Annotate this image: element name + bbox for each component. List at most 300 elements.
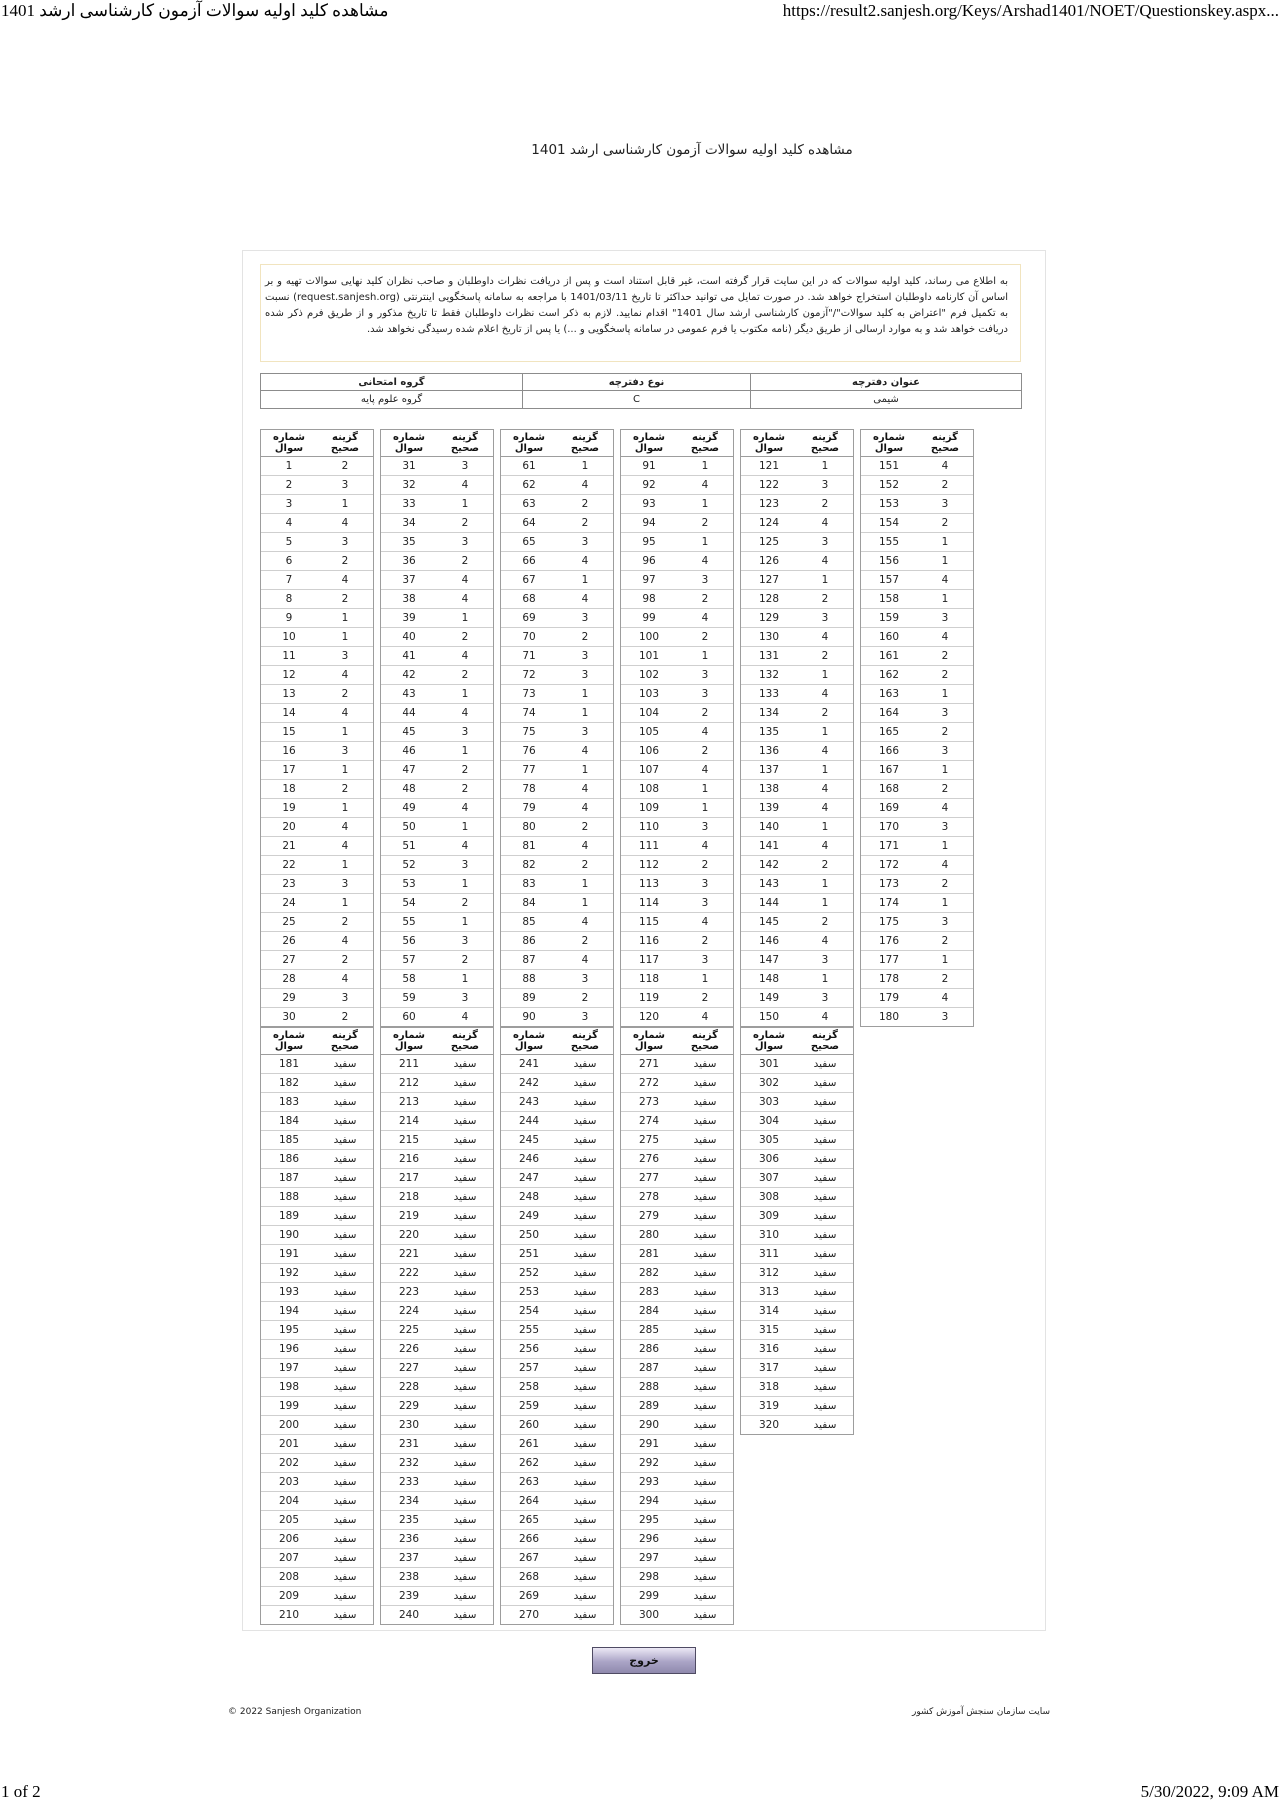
table-row — [741, 1168, 853, 1187]
correct-option: 2 — [461, 631, 469, 643]
table-row — [501, 1149, 613, 1168]
table-row — [861, 646, 973, 665]
question-number: 55 — [402, 916, 416, 928]
table-row — [261, 836, 373, 855]
table-row — [381, 1206, 493, 1225]
correct-option: 2 — [821, 859, 829, 871]
correct-option: سفید — [693, 1476, 717, 1488]
correct-option: 3 — [821, 992, 829, 1004]
question-number: 304 — [758, 1115, 780, 1127]
correct-option: 3 — [581, 726, 589, 738]
table-row — [621, 1510, 733, 1529]
question-number: 192 — [278, 1267, 300, 1279]
correct-option: 1 — [581, 574, 589, 586]
question-number: 204 — [278, 1495, 300, 1507]
table-row — [381, 1225, 493, 1244]
table-row — [621, 1130, 733, 1149]
table-row — [381, 1605, 493, 1624]
question-number-header: شماره سوال — [633, 1030, 665, 1052]
question-number-header: شماره سوال — [513, 1030, 545, 1052]
question-number: 4 — [285, 517, 293, 529]
table-row — [741, 874, 853, 893]
correct-option: 4 — [581, 479, 589, 491]
correct-option: 2 — [581, 517, 589, 529]
answer-key-table — [860, 429, 974, 1027]
question-number: 236 — [398, 1533, 420, 1545]
correct-option-header: گزینه صحیح — [570, 432, 600, 454]
correct-option-header-cell — [677, 1028, 733, 1054]
correct-option: 1 — [461, 916, 469, 928]
table-row — [861, 893, 973, 912]
table-row — [861, 855, 973, 874]
table-row — [261, 741, 373, 760]
correct-option: 3 — [941, 916, 949, 928]
table-row — [261, 1434, 373, 1453]
answer-key-table — [500, 1027, 614, 1625]
correct-option: سفید — [333, 1476, 357, 1488]
correct-option: سفید — [693, 1134, 717, 1146]
correct-option: سفید — [333, 1134, 357, 1146]
question-number: 39 — [402, 612, 416, 624]
question-number: 286 — [638, 1343, 660, 1355]
correct-option: سفید — [453, 1248, 477, 1260]
table-row — [381, 475, 493, 494]
table-row — [741, 1263, 853, 1282]
question-number: 53 — [402, 878, 416, 890]
question-number: 261 — [518, 1438, 540, 1450]
correct-option: سفید — [813, 1077, 837, 1089]
correct-option: سفید — [693, 1248, 717, 1260]
correct-option: سفید — [333, 1400, 357, 1412]
question-number: 194 — [278, 1305, 300, 1317]
table-row — [741, 589, 853, 608]
table-row — [381, 1510, 493, 1529]
table-row — [261, 665, 373, 684]
correct-option: سفید — [693, 1077, 717, 1089]
table-row — [861, 779, 973, 798]
table-row — [501, 1453, 613, 1472]
correct-option: 3 — [461, 992, 469, 1004]
table-row — [261, 798, 373, 817]
correct-option: 1 — [821, 726, 829, 738]
question-number-header-cell — [261, 430, 317, 456]
question-number: 172 — [878, 859, 900, 871]
correct-option: سفید — [693, 1058, 717, 1070]
table-row — [501, 1073, 613, 1092]
correct-option: سفید — [333, 1343, 357, 1355]
table-row — [621, 741, 733, 760]
correct-option: 1 — [581, 878, 589, 890]
question-number: 82 — [522, 859, 536, 871]
table-row — [261, 912, 373, 931]
correct-option-header: گزینه صحیح — [450, 432, 480, 454]
print-header — [0, 0, 1279, 24]
table-row — [741, 1130, 853, 1149]
question-number: 196 — [278, 1343, 300, 1355]
answer-key-table — [740, 429, 854, 1027]
correct-option-header: گزینه صحیح — [330, 432, 360, 454]
correct-option: 4 — [941, 631, 949, 643]
question-number: 318 — [758, 1381, 780, 1393]
table-row — [261, 1491, 373, 1510]
correct-option: 3 — [941, 821, 949, 833]
table-row — [501, 779, 613, 798]
question-number-header: شماره سوال — [513, 432, 545, 454]
table-row — [861, 627, 973, 646]
question-number: 143 — [758, 878, 780, 890]
question-number: 1 — [285, 460, 293, 472]
table-row — [501, 1225, 613, 1244]
question-number: 56 — [402, 935, 416, 947]
table-row — [501, 1377, 613, 1396]
table-row — [621, 1586, 733, 1605]
correct-option: سفید — [453, 1210, 477, 1222]
question-number: 11 — [282, 650, 296, 662]
table-row — [861, 950, 973, 969]
correct-option: سفید — [693, 1552, 717, 1564]
question-number: 139 — [758, 802, 780, 814]
table-row — [621, 1168, 733, 1187]
question-number-header: شماره سوال — [393, 432, 425, 454]
correct-option: 4 — [341, 517, 349, 529]
question-number: 260 — [518, 1419, 540, 1431]
table-row — [381, 1472, 493, 1491]
table-row — [621, 589, 733, 608]
correct-option: سفید — [693, 1343, 717, 1355]
question-number: 277 — [638, 1172, 660, 1184]
question-number: 33 — [402, 498, 416, 510]
table-row — [261, 988, 373, 1007]
correct-option: 2 — [701, 631, 709, 643]
table-row — [501, 608, 613, 627]
correct-option: 3 — [341, 479, 349, 491]
table-row — [501, 855, 613, 874]
table-row — [261, 855, 373, 874]
correct-option: سفید — [573, 1191, 597, 1203]
table-row — [501, 1491, 613, 1510]
correct-option: 2 — [821, 593, 829, 605]
question-number: 254 — [518, 1305, 540, 1317]
question-number: 186 — [278, 1153, 300, 1165]
question-number: 105 — [638, 726, 660, 738]
correct-option: سفید — [573, 1609, 597, 1621]
table-row — [501, 817, 613, 836]
question-number: 41 — [402, 650, 416, 662]
question-number: 73 — [522, 688, 536, 700]
table-row — [261, 684, 373, 703]
correct-option: 1 — [821, 669, 829, 681]
correct-option: سفید — [453, 1153, 477, 1165]
question-number: 296 — [638, 1533, 660, 1545]
table-row — [741, 1149, 853, 1168]
question-number: 162 — [878, 669, 900, 681]
question-number: 294 — [638, 1495, 660, 1507]
correct-option: سفید — [333, 1362, 357, 1374]
correct-option: 4 — [341, 840, 349, 852]
correct-option: 3 — [701, 688, 709, 700]
correct-option: سفید — [333, 1077, 357, 1089]
correct-option-header-cell — [437, 1028, 493, 1054]
question-number: 46 — [402, 745, 416, 757]
correct-option: سفید — [813, 1248, 837, 1260]
question-number: 168 — [878, 783, 900, 795]
correct-option: 4 — [341, 935, 349, 947]
question-number-header: شماره سوال — [633, 432, 665, 454]
correct-option: سفید — [693, 1191, 717, 1203]
correct-option: سفید — [813, 1172, 837, 1184]
question-number: 140 — [758, 821, 780, 833]
question-number: 212 — [398, 1077, 420, 1089]
answer-key-table — [380, 429, 494, 1027]
table-row — [501, 741, 613, 760]
correct-option: 2 — [461, 517, 469, 529]
table-row — [621, 1472, 733, 1491]
table-row — [621, 760, 733, 779]
correct-option: سفید — [453, 1267, 477, 1279]
table-row — [621, 1206, 733, 1225]
question-number: 74 — [522, 707, 536, 719]
question-number: 87 — [522, 954, 536, 966]
correct-option: 1 — [341, 859, 349, 871]
table-row — [741, 494, 853, 513]
table-row — [501, 684, 613, 703]
question-number: 25 — [282, 916, 296, 928]
correct-option: 3 — [341, 992, 349, 1004]
table-row — [501, 589, 613, 608]
table-row — [621, 1263, 733, 1282]
question-number: 145 — [758, 916, 780, 928]
correct-option: سفید — [813, 1229, 837, 1241]
question-number: 188 — [278, 1191, 300, 1203]
table-header-row — [381, 430, 493, 456]
question-number: 78 — [522, 783, 536, 795]
question-number: 20 — [282, 821, 296, 833]
table-row — [621, 1453, 733, 1472]
correct-option: 2 — [341, 688, 349, 700]
table-row — [381, 950, 493, 969]
table-row — [501, 1130, 613, 1149]
correct-option: سفید — [693, 1172, 717, 1184]
correct-option: 1 — [941, 688, 949, 700]
table-row — [381, 1073, 493, 1092]
table-row — [861, 817, 973, 836]
table-row — [741, 1225, 853, 1244]
correct-option: سفید — [573, 1381, 597, 1393]
question-number: 60 — [402, 1011, 416, 1023]
correct-option-header-cell — [317, 1028, 373, 1054]
question-number: 70 — [522, 631, 536, 643]
correct-option: سفید — [573, 1419, 597, 1431]
correct-option: سفید — [573, 1571, 597, 1583]
correct-option-header: گزینه صحیح — [690, 432, 720, 454]
table-row — [861, 532, 973, 551]
exit-button[interactable]: خروج — [592, 1647, 696, 1674]
table-row — [741, 950, 853, 969]
table-row — [381, 988, 493, 1007]
table-row — [501, 950, 613, 969]
question-number: 200 — [278, 1419, 300, 1431]
question-number: 8 — [285, 593, 293, 605]
question-number: 264 — [518, 1495, 540, 1507]
correct-option: سفید — [573, 1400, 597, 1412]
booklet-info-header-row — [261, 374, 1022, 391]
correct-option: 3 — [581, 669, 589, 681]
table-row — [381, 817, 493, 836]
correct-option: 2 — [461, 783, 469, 795]
table-row — [621, 912, 733, 931]
question-number: 59 — [402, 992, 416, 1004]
correct-option: سفید — [573, 1286, 597, 1298]
question-number: 251 — [518, 1248, 540, 1260]
correct-option: 1 — [461, 612, 469, 624]
question-number: 255 — [518, 1324, 540, 1336]
correct-option: سفید — [453, 1552, 477, 1564]
table-row — [621, 893, 733, 912]
table-row — [261, 513, 373, 532]
question-number: 306 — [758, 1153, 780, 1165]
question-number: 86 — [522, 935, 536, 947]
correct-option: سفید — [573, 1476, 597, 1488]
correct-option: 4 — [701, 612, 709, 624]
correct-option-header-cell — [557, 1028, 613, 1054]
table-row — [741, 988, 853, 1007]
table-row — [501, 988, 613, 1007]
table-row — [381, 1529, 493, 1548]
table-row — [501, 1415, 613, 1434]
question-number: 320 — [758, 1419, 780, 1431]
table-row — [741, 1073, 853, 1092]
question-number: 232 — [398, 1457, 420, 1469]
correct-option: سفید — [813, 1381, 837, 1393]
correct-option: 4 — [701, 916, 709, 928]
question-number: 166 — [878, 745, 900, 757]
question-number: 174 — [878, 897, 900, 909]
correct-option: 2 — [701, 517, 709, 529]
question-number-header-cell — [741, 1028, 797, 1054]
question-number: 308 — [758, 1191, 780, 1203]
correct-option: 4 — [581, 555, 589, 567]
table-row — [621, 1054, 733, 1073]
table-row — [501, 1244, 613, 1263]
question-number: 224 — [398, 1305, 420, 1317]
question-number: 241 — [518, 1058, 540, 1070]
question-number: 293 — [638, 1476, 660, 1488]
table-row — [261, 950, 373, 969]
booklet-type-header: نوع دفترچه — [523, 374, 751, 391]
correct-option: سفید — [573, 1552, 597, 1564]
correct-option: سفید — [813, 1286, 837, 1298]
correct-option: 4 — [821, 802, 829, 814]
question-number: 75 — [522, 726, 536, 738]
question-number: 115 — [638, 916, 660, 928]
table-row — [741, 1092, 853, 1111]
question-number: 158 — [878, 593, 900, 605]
correct-option: 2 — [941, 517, 949, 529]
question-number: 173 — [878, 878, 900, 890]
correct-option: سفید — [573, 1153, 597, 1165]
correct-option: سفید — [453, 1381, 477, 1393]
correct-option: 3 — [341, 536, 349, 548]
table-header-row — [741, 430, 853, 456]
correct-option: سفید — [453, 1590, 477, 1602]
correct-option: 3 — [581, 1011, 589, 1023]
table-row — [621, 532, 733, 551]
table-row — [501, 893, 613, 912]
table-row — [381, 760, 493, 779]
question-number: 137 — [758, 764, 780, 776]
question-number: 149 — [758, 992, 780, 1004]
question-number: 24 — [282, 897, 296, 909]
table-row — [741, 646, 853, 665]
question-number-header-cell — [501, 1028, 557, 1054]
question-number: 265 — [518, 1514, 540, 1526]
correct-option: 3 — [341, 650, 349, 662]
correct-option: 4 — [341, 669, 349, 681]
correct-option: سفید — [693, 1324, 717, 1336]
question-number: 141 — [758, 840, 780, 852]
correct-option-header-cell — [797, 1028, 853, 1054]
correct-option: سفید — [453, 1058, 477, 1070]
correct-option: سفید — [453, 1191, 477, 1203]
question-number: 34 — [402, 517, 416, 529]
question-number: 98 — [642, 593, 656, 605]
table-row — [501, 1168, 613, 1187]
question-number: 133 — [758, 688, 780, 700]
question-number: 195 — [278, 1324, 300, 1336]
correct-option: 4 — [701, 840, 709, 852]
correct-option: سفید — [813, 1210, 837, 1222]
table-row — [621, 1529, 733, 1548]
question-number: 199 — [278, 1400, 300, 1412]
table-row — [741, 513, 853, 532]
table-row — [861, 684, 973, 703]
table-row — [501, 1605, 613, 1624]
question-number: 238 — [398, 1571, 420, 1583]
question-number: 300 — [638, 1609, 660, 1621]
table-row — [741, 1358, 853, 1377]
question-number: 211 — [398, 1058, 420, 1070]
question-number: 104 — [638, 707, 660, 719]
table-row — [381, 1007, 493, 1026]
question-number: 156 — [878, 555, 900, 567]
copyright-text: © 2022 Sanjesh Organization — [228, 1707, 362, 1717]
table-row — [261, 1054, 373, 1073]
correct-option: سفید — [693, 1400, 717, 1412]
table-header-row — [501, 430, 613, 456]
question-number: 77 — [522, 764, 536, 776]
question-number: 15 — [282, 726, 296, 738]
question-number: 52 — [402, 859, 416, 871]
question-number: 290 — [638, 1419, 660, 1431]
question-number: 131 — [758, 650, 780, 662]
table-row — [261, 1377, 373, 1396]
question-number: 216 — [398, 1153, 420, 1165]
question-number: 228 — [398, 1381, 420, 1393]
question-number: 164 — [878, 707, 900, 719]
question-number: 292 — [638, 1457, 660, 1469]
correct-option: 4 — [941, 802, 949, 814]
correct-option: سفید — [453, 1229, 477, 1241]
table-row — [261, 1301, 373, 1320]
question-number: 225 — [398, 1324, 420, 1336]
table-row — [861, 665, 973, 684]
question-number: 153 — [878, 498, 900, 510]
correct-option: سفید — [573, 1134, 597, 1146]
correct-option: سفید — [813, 1324, 837, 1336]
question-number: 21 — [282, 840, 296, 852]
question-number: 231 — [398, 1438, 420, 1450]
sanjesh-site-link[interactable]: سایت سازمان سنجش آموزش کشور — [911, 1707, 1050, 1717]
